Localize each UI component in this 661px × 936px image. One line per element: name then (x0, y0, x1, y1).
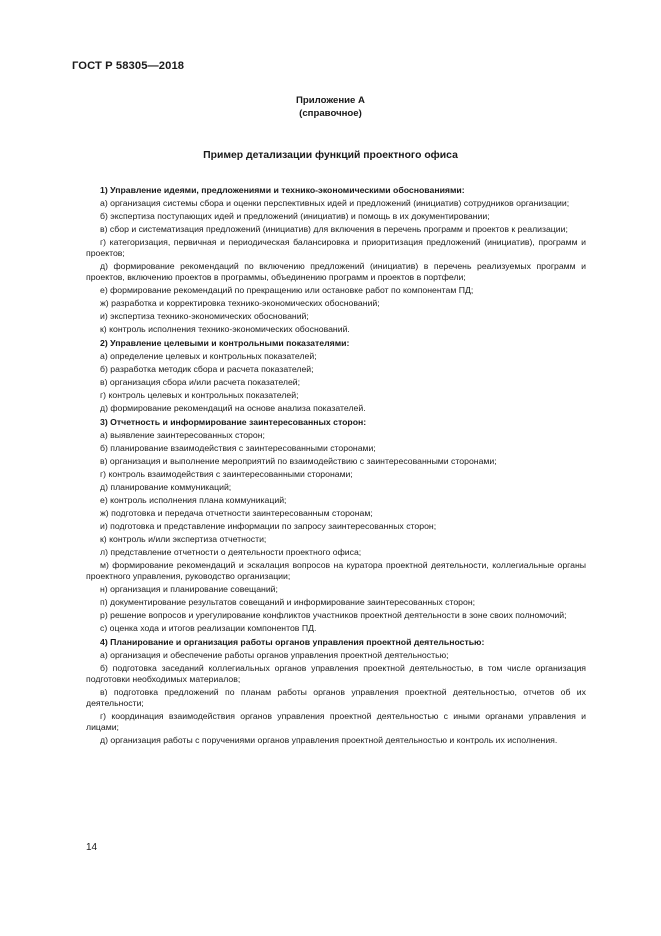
annex-subtitle: (справочное) (299, 108, 362, 119)
list-item: е) контроль исполнения плана коммуникаций; (100, 495, 287, 505)
list-item: в) организация и выполнение мероприятий по взаимодействию с заинтересованными сторонами; (100, 456, 497, 466)
list-item: в) подготовка предложений по планам работы органов управления проектной деятельностью, отчетов об их деятельности; (86, 687, 586, 708)
list-item: г) координация взаимодействия органов управления проектной деятельностью с иными органами управления и лицами; (86, 711, 586, 732)
list-item: д) организация работы с поручениями органов управления проектной деятельностью и контроль их исполнения. (100, 735, 558, 745)
section-heading: 1) Управление идеями, предложениями и технико-экономическими обоснованиями: (100, 185, 465, 195)
list-item: п) документирование результатов совещаний и информирование заинтересованных сторон; (100, 597, 476, 607)
list-item: б) подготовка заседаний коллегиальных органов управления проектной деятельностью, в том числе организация подготовки необходимых материалов; (86, 663, 586, 684)
list-item: а) организация и обеспечение работы органов управления проектной деятельностью; (100, 650, 449, 660)
list-item: н) организация и планирование совещаний; (100, 584, 278, 594)
list-item: с) оценка хода и итогов реализации компонентов ПД. (100, 623, 317, 633)
document-id: ГОСТ Р 58305—2018 (72, 60, 185, 72)
page-title: Пример детализации функций проектного офиса (203, 150, 458, 161)
list-item: д) формирование рекомендаций по включению предложений (инициатив) в перечень реализуемых программ и проектов, включению проектов в программы, объединению программ и проектов в портфели; (86, 261, 586, 282)
list-item: в) организация сбора и/или расчета показателей; (100, 377, 301, 387)
list-item: г) категоризация, первичная и периодическая балансировка и приоритизация предложений (инициатив), программ и проектов; (86, 237, 586, 258)
list-item: ж) подготовка и передача отчетности заинтересованным сторонам; (100, 508, 373, 518)
list-item: г) контроль целевых и контрольных показателей; (100, 390, 299, 400)
page-number: 14 (86, 842, 98, 853)
list-item: р) решение вопросов и урегулирование конфликтов участников проектной деятельности в зоне своих полномочий; (100, 610, 567, 620)
list-item: б) планирование взаимодействия с заинтересованными сторонами; (100, 443, 376, 453)
annex-title: Приложение А (296, 95, 365, 106)
list-item: г) контроль взаимодействия с заинтересованными сторонами; (100, 469, 353, 479)
section-heading: 2) Управление целевыми и контрольными показателями: (100, 338, 350, 348)
list-item: л) представление отчетности о деятельности проектного офиса; (100, 547, 362, 557)
list-item: а) организация системы сбора и оценки перспективных идей и предложений (инициатив) сотрудников организации; (100, 198, 570, 208)
section-heading: 4) Планирование и организация работы органов управления проектной деятельностью: (100, 637, 485, 647)
list-item: а) определение целевых и контрольных показателей; (100, 351, 317, 361)
list-item: м) формирование рекомендаций и эскалация вопросов на куратора проектной деятельности, коллегиальные органы проектного управления, руководство организации; (86, 560, 586, 581)
list-item: а) выявление заинтересованных сторон; (100, 430, 265, 440)
list-item: д) формирование рекомендаций на основе анализа показателей. (100, 403, 366, 413)
list-item: к) контроль и/или экспертиза отчетности; (100, 534, 267, 544)
list-item: и) подготовка и представление информации по запросу заинтересованных сторон; (100, 521, 437, 531)
document-body (86, 182, 586, 748)
list-item: в) сбор и систематизация предложений (инициатив) для включения в перечень программ и проектов к реализации; (100, 224, 568, 234)
list-item: б) экспертиза поступающих идей и предложений (инициатив) и помощь в их документировании; (100, 211, 490, 221)
list-item: д) планирование коммуникаций; (100, 482, 232, 492)
list-item: б) разработка методик сбора и расчета показателей; (100, 364, 314, 374)
section-heading: 3) Отчетность и информирование заинтересованных сторон: (100, 417, 367, 427)
list-item: и) экспертиза технико-экономических обоснований; (100, 311, 309, 321)
list-item: е) формирование рекомендаций по прекращению или остановке работ по компонентам ПД; (100, 285, 474, 295)
list-item: к) контроль исполнения технико-экономических обоснований. (100, 324, 350, 334)
list-item: ж) разработка и корректировка технико-экономических обоснований; (100, 298, 380, 308)
